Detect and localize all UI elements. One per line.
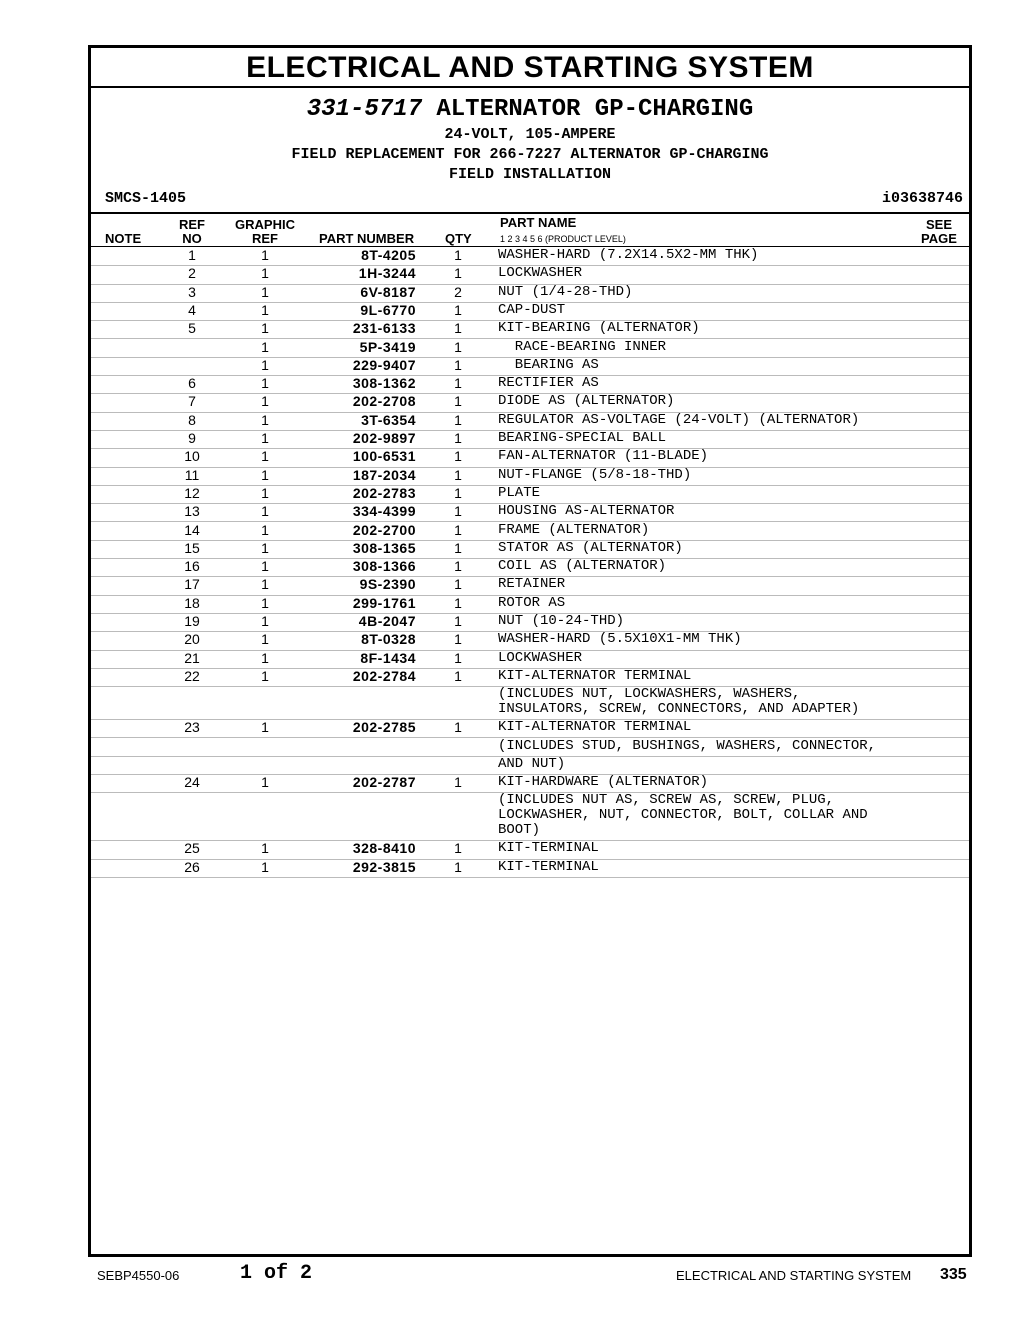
qty-cell: 1 [454,247,462,263]
part-name-cell: KIT-TERMINAL [498,858,599,875]
graphic-ref-cell: 1 [261,265,269,282]
qty-cell: 1 [454,649,462,666]
col-ref-no-2: NO [182,231,202,246]
part-name-cell: NUT (1/4-28-THD) [498,283,633,300]
ref-no-cell: 9 [188,430,196,446]
part-name-cell: KIT-ALTERNATOR TERMINAL [498,667,692,684]
table-row [91,320,969,339]
graphic-ref-cell: 1 [261,539,269,556]
qty-cell: 1 [454,594,462,611]
ref-no-cell: 10 [184,448,200,465]
graphic-ref-cell: 1 [261,375,269,392]
qty-cell: 1 [454,301,462,318]
table-row [91,738,969,757]
part-name-cell: HOUSING AS-ALTERNATOR [498,503,675,520]
part-name-cell: KIT-BEARING (ALTERNATOR) [498,320,700,337]
ref-no-cell: 26 [184,858,200,875]
part-name-cell: RETAINER [498,576,566,593]
qty-cell: 1 [454,466,462,483]
graphic-ref-cell: 1 [261,411,269,428]
table-row [91,631,969,650]
part-name-cell: REGULATOR AS-VOLTAGE (24-VOLT) (ALTERNATOR) [498,411,860,428]
ref-no-cell: 8 [188,411,196,428]
ref-no-cell: 1 [188,247,196,263]
graphic-ref-cell: 1 [261,840,269,857]
part-number-cell: 100-6531 [352,448,416,465]
part-name-cell: RACE-BEARING INNER [498,338,667,355]
graphic-ref-cell: 1 [261,466,269,483]
part-number-cell: 8T-4205 [361,247,416,263]
part-number-cell: 231-6133 [352,320,416,337]
ref-no-cell: 7 [188,393,196,410]
table-row [91,522,969,541]
part-number-cell: 308-1366 [352,558,416,575]
qty-cell: 1 [454,631,462,648]
ref-no-cell: 18 [184,594,200,611]
part-number-cell: 6V-8187 [360,283,416,300]
ref-no-cell: 2 [188,265,196,282]
part-name-cell: KIT-TERMINAL [498,840,599,857]
table-row [91,485,969,504]
part-name-cell: ROTOR AS [498,594,566,611]
table-row [91,430,969,449]
graphic-ref-cell: 1 [261,448,269,465]
group-name: ALTERNATOR GP-CHARGING [436,96,754,123]
part-number-cell: 334-4399 [352,503,416,520]
group-subtitle-1: 24-VOLT, 105-AMPERE [444,126,616,143]
col-note: NOTE [105,231,142,246]
graphic-ref-cell: 1 [261,594,269,611]
table-row [91,756,969,775]
ref-no-cell: 25 [184,840,200,857]
qty-cell: 1 [454,265,462,282]
graphic-ref-cell: 1 [261,558,269,575]
qty-cell: 1 [454,375,462,392]
part-number-cell: 3T-6354 [361,411,416,428]
part-name-cell: (INCLUDES NUT AS, SCREW AS, SCREW, PLUG, LOCKWASHER, NUT, CONNECTOR, BOLT, COLLAR AND BOOT) [498,792,868,839]
part-name-cell: AND NUT) [498,755,566,772]
part-name-cell: (INCLUDES NUT, LOCKWASHERS, WASHERS, INSULATORS, SCREW, CONNECTORS, AND ADAPTER) [498,686,860,718]
group-title [91,96,969,123]
qty-cell: 1 [454,858,462,875]
part-number-cell: 202-2708 [352,393,416,410]
col-ref-no-1: REF [179,217,205,232]
part-number-cell: 308-1365 [352,539,416,556]
table-row [91,719,969,738]
table-row [91,540,969,559]
document-id: i03638746 [881,190,963,207]
ref-no-cell: 23 [184,719,200,736]
table-row [91,840,969,859]
part-name-cell: STATOR AS (ALTERNATOR) [498,539,683,556]
part-number-cell: 202-2700 [352,521,416,538]
graphic-ref-cell: 1 [261,484,269,501]
graphic-ref-cell: 1 [261,631,269,648]
part-name-cell: FAN-ALTERNATOR (11-BLADE) [498,448,709,465]
col-see-page-2: PAGE [921,231,957,246]
table-row [91,393,969,412]
part-name-cell: NUT-FLANGE (5/8-18-THD) [498,466,692,483]
part-number-cell: 9S-2390 [359,576,416,593]
ref-no-cell: 6 [188,375,196,392]
part-name-cell: CAP-DUST [498,301,566,318]
ref-no-cell: 17 [184,576,200,593]
part-name-cell: LOCKWASHER [498,649,583,666]
table-row [91,668,969,687]
col-graphic-ref-2: REF [252,231,278,246]
graphic-ref-cell: 1 [261,774,269,791]
part-number-cell: 1H-3244 [358,265,416,282]
part-number-cell: 202-2784 [352,667,416,684]
ref-no-cell: 14 [184,521,200,538]
footer-page-of: 1 of 2 [240,1262,313,1285]
part-number-cell: 8T-0328 [361,631,416,648]
table-row [91,412,969,431]
qty-cell: 1 [454,840,462,857]
part-name-cell: KIT-ALTERNATOR TERMINAL [498,719,692,736]
col-part-name: PART NAME [500,215,577,230]
graphic-ref-cell: 1 [261,430,269,446]
graphic-ref-cell: 1 [261,576,269,593]
table-row [91,302,969,321]
col-part-number: PART NUMBER [319,231,415,246]
part-number-cell: 328-8410 [352,840,416,857]
ref-no-cell: 15 [184,539,200,556]
part-number-cell: 229-9407 [352,356,416,373]
qty-cell: 1 [454,356,462,373]
qty-cell: 1 [454,521,462,538]
table-row [91,792,969,841]
qty-cell: 1 [454,411,462,428]
qty-cell: 1 [454,774,462,791]
qty-cell: 1 [454,320,462,337]
graphic-ref-cell: 1 [261,858,269,875]
part-name-cell: COIL AS (ALTERNATOR) [498,558,667,575]
table-row [91,503,969,522]
table-row [91,650,969,669]
table-row [91,576,969,595]
footer-doc-code: SEBP4550-06 [97,1268,180,1283]
group-subtitle-2: FIELD REPLACEMENT FOR 266-7227 ALTERNATOR GP-CHARGING [291,146,769,163]
table-row [91,357,969,376]
table-row [91,247,969,266]
table-row [91,265,969,284]
part-name-cell: (INCLUDES STUD, BUSHINGS, WASHERS, CONNECTOR, [498,737,877,754]
part-number-cell: 202-2783 [352,484,416,501]
qty-cell: 1 [454,558,462,575]
qty-cell: 1 [454,576,462,593]
col-qty: QTY [445,231,472,246]
qty-cell: 1 [454,539,462,556]
qty-cell: 1 [454,393,462,410]
part-name-cell: RECTIFIER AS [498,375,599,392]
graphic-ref-cell: 1 [261,283,269,300]
table-row [91,686,969,720]
qty-cell: 1 [454,613,462,629]
group-header [91,88,969,216]
graphic-ref-cell: 1 [261,503,269,520]
ref-no-cell: 13 [184,503,200,520]
graphic-ref-cell: 1 [261,667,269,684]
ref-no-cell: 16 [184,558,200,575]
ref-no-cell: 4 [188,301,196,318]
smcs-code: SMCS-1405 [105,190,187,207]
graphic-ref-cell: 1 [261,301,269,318]
part-name-cell: BEARING-SPECIAL BALL [498,430,667,446]
table-row [91,284,969,303]
graphic-ref-cell: 1 [261,719,269,736]
table-row [91,467,969,486]
part-name-cell: WASHER-HARD (5.5X10X1-MM THK) [498,631,742,648]
graphic-ref-cell: 1 [261,320,269,337]
table-row [91,375,969,394]
part-number-cell: 202-2785 [352,719,416,736]
graphic-ref-cell: 1 [261,338,269,355]
qty-cell: 1 [454,503,462,520]
graphic-ref-cell: 1 [261,356,269,373]
header-rule [91,212,969,214]
graphic-ref-cell: 1 [261,649,269,666]
ref-no-cell: 12 [184,484,200,501]
qty-cell: 1 [454,448,462,465]
part-name-cell: PLATE [498,484,541,501]
part-number-cell: 187-2034 [352,466,416,483]
ref-no-cell: 11 [184,466,200,483]
part-name-cell: DIODE AS (ALTERNATOR) [498,393,675,410]
part-name-cell: WASHER-HARD (7.2X14.5X2-MM THK) [498,247,759,263]
table-row [91,613,969,632]
table-row [91,339,969,358]
part-number-cell: 5P-3419 [359,338,416,355]
part-name-cell: FRAME (ALTERNATOR) [498,521,650,538]
system-title: ELECTRICAL AND STARTING SYSTEM [91,48,969,88]
part-number-cell: 202-9897 [352,430,416,446]
footer-system: ELECTRICAL AND STARTING SYSTEM [676,1268,912,1283]
ref-no-cell: 24 [184,774,200,791]
part-name-cell: NUT (10-24-THD) [498,613,625,629]
qty-cell: 1 [454,484,462,501]
col-graphic-ref-1: GRAPHIC [235,217,295,232]
qty-cell: 1 [454,338,462,355]
group-part-number: 331-5717 [306,96,422,123]
table-row [91,558,969,577]
qty-cell: 1 [454,719,462,736]
table-row [91,595,969,614]
graphic-ref-cell: 1 [261,613,269,629]
part-number-cell: 4B-2047 [358,613,416,629]
page-frame [88,45,972,1257]
part-number-cell: 292-3815 [352,858,416,875]
ref-no-cell: 21 [184,649,200,666]
col-see-page-1: SEE [925,217,952,232]
table-row [91,774,969,793]
qty-cell: 1 [454,430,462,446]
part-number-cell: 308-1362 [352,375,416,392]
part-name-cell: LOCKWASHER [498,265,583,282]
table-row [91,448,969,467]
part-name-cell: KIT-HARDWARE (ALTERNATOR) [498,774,709,791]
table-row [91,859,969,878]
group-subtitle-3: FIELD INSTALLATION [448,166,612,183]
ref-no-cell: 20 [184,631,200,648]
ref-no-cell: 19 [184,613,200,629]
col-product-level: 1 2 3 4 5 6 (PRODUCT LEVEL) [500,234,626,244]
part-number-cell: 9L-6770 [360,301,416,318]
part-number-cell: 299-1761 [352,594,416,611]
part-name-cell: BEARING AS [498,356,599,373]
footer-page-number: 335 [940,1266,967,1283]
qty-cell: 1 [454,667,462,684]
qty-cell: 2 [454,283,462,300]
part-number-cell: 202-2787 [352,774,416,791]
part-number-cell: 8F-1434 [360,649,416,666]
graphic-ref-cell: 1 [261,393,269,410]
ref-no-cell: 3 [188,283,196,300]
graphic-ref-cell: 1 [261,247,269,263]
graphic-ref-cell: 1 [261,521,269,538]
ref-no-cell: 22 [184,667,200,684]
ref-no-cell: 5 [188,320,196,337]
